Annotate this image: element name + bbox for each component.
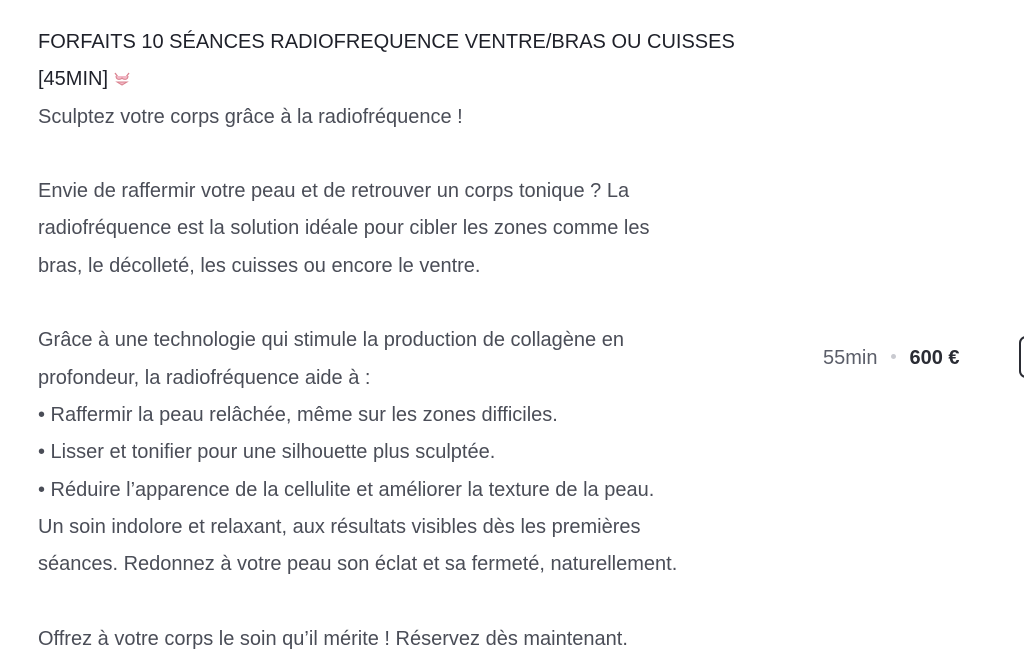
intro-line: Sculptez votre corps grâce à la radiofréquence !: [38, 105, 463, 128]
service-price: 600 €: [909, 347, 960, 369]
separator-dot: [891, 354, 896, 359]
closing-line: Offrez à votre corps le soin qu’il mérite ! Réservez dès maintenant.: [38, 627, 628, 650]
spacer: [38, 583, 798, 620]
service-duration: 55min: [823, 347, 878, 369]
service-title-text: FORFAITS 10 SÉANCES RADIOFREQUENCE VENTRE/BRAS OU CUISSES [45MIN]: [38, 31, 735, 91]
paragraph-line: Grâce à une technologie qui stimule la production de collagène en: [38, 329, 624, 352]
benefit-item: • Raffermir la peau relâchée, même sur les zones difficiles.: [38, 403, 558, 426]
benefit-item: • Réduire l’apparence de la cellulite et améliorer la texture de la peau.: [38, 478, 655, 501]
bikini-icon: [112, 72, 132, 86]
service-meta: [823, 342, 960, 374]
paragraph-line: profondeur, la radiofréquence aide à :: [38, 366, 371, 389]
paragraph-line: radiofréquence est la solution idéale pour cibler les zones comme les: [38, 217, 650, 240]
paragraph-line: séances. Redonnez à votre peau son éclat et sa fermeté, naturellement.: [38, 553, 678, 576]
paragraph-line: bras, le décolleté, les cuisses ou encore le ventre.: [38, 254, 481, 277]
benefit-item: • Lisser et tonifier pour une silhouette plus sculptée.: [38, 441, 496, 464]
spacer: [38, 136, 798, 173]
spacer: [38, 285, 798, 322]
paragraph-line: Un soin indolore et relaxant, aux résultats visibles dès les premières: [38, 515, 641, 538]
service-title: [38, 24, 798, 99]
book-button[interactable]: [1019, 336, 1024, 378]
paragraph-line: Envie de raffermir votre peau et de retrouver un corps tonique ? La: [38, 180, 630, 203]
service-description: [38, 24, 798, 658]
